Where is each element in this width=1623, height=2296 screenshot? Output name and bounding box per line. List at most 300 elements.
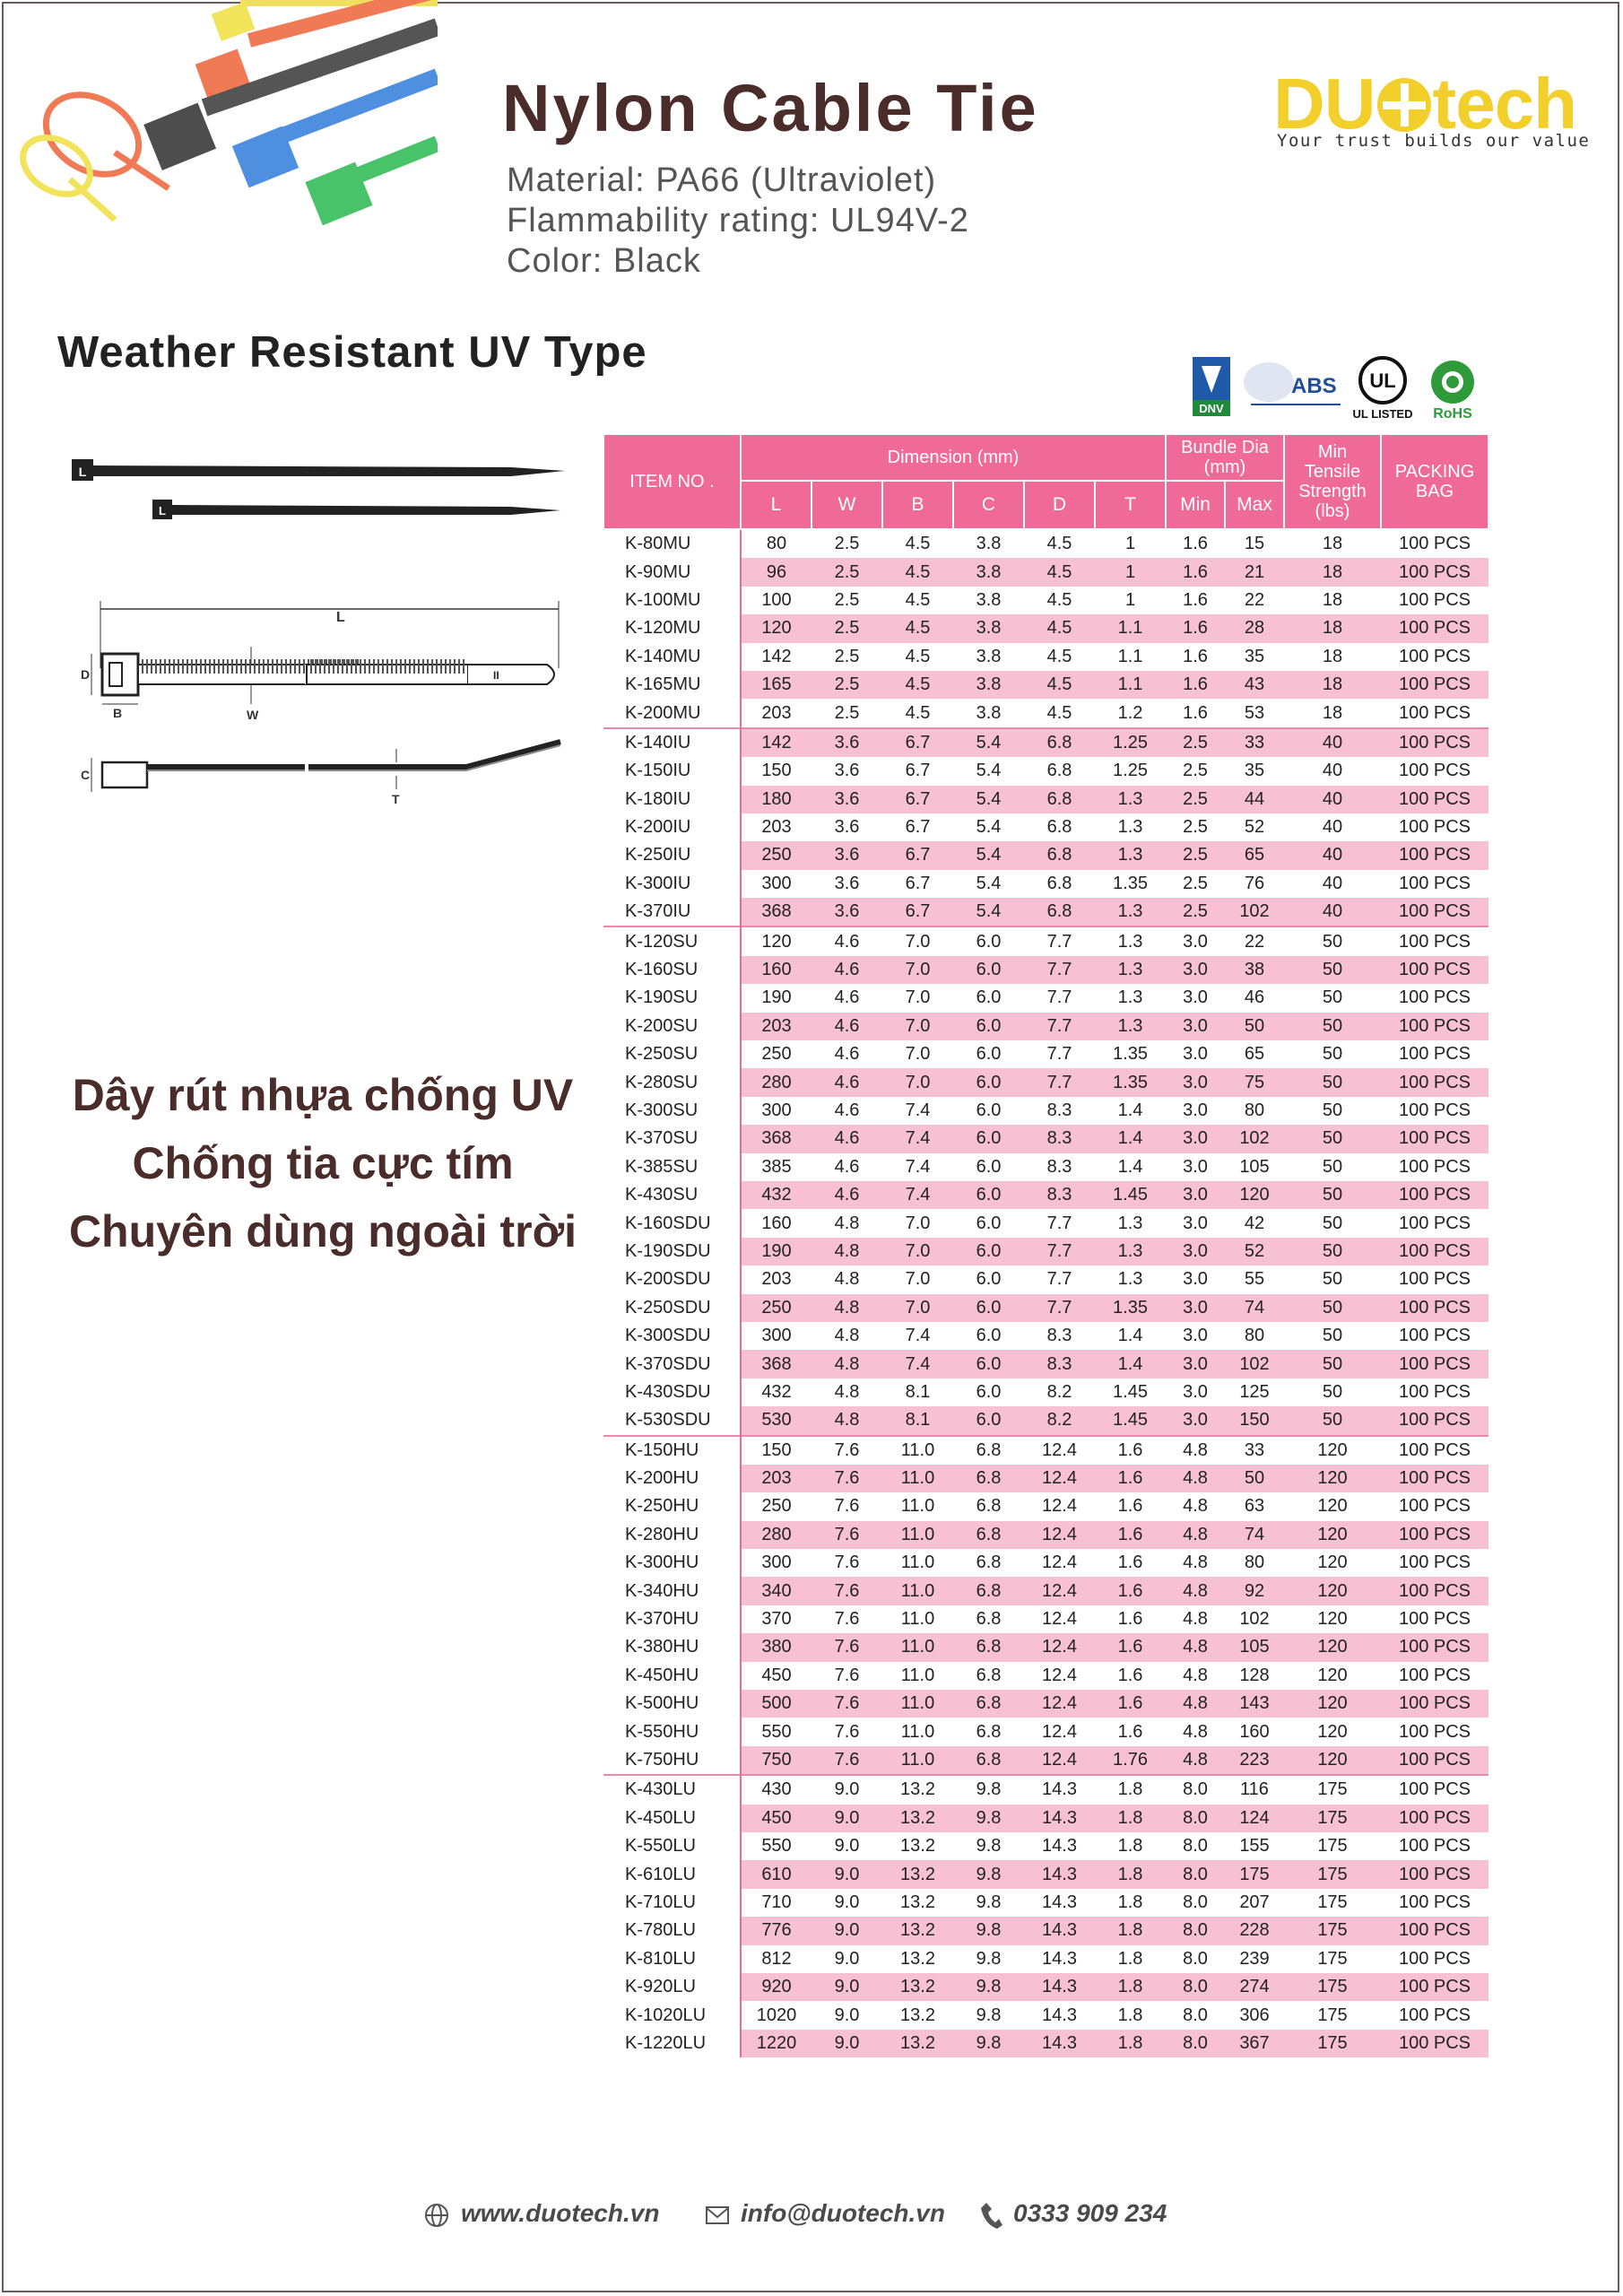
table-cell: 175 xyxy=(1284,1945,1381,1973)
table-cell: 3.6 xyxy=(812,898,882,926)
colored-cable-ties-image xyxy=(16,0,438,233)
table-cell: 203 xyxy=(741,813,812,841)
item-number-cell: K-90MU xyxy=(603,558,741,586)
table-cell: 4.5 xyxy=(882,587,953,614)
item-number-cell: K-920LU xyxy=(603,1973,741,2001)
table-cell: 100 PCS xyxy=(1381,1945,1488,1973)
table-cell: 100 PCS xyxy=(1381,786,1488,813)
table-cell: 4.6 xyxy=(812,1125,882,1152)
table-cell: 6.8 xyxy=(1024,728,1095,757)
table-cell: 1.6 xyxy=(1095,1521,1166,1549)
table-cell: 13.2 xyxy=(882,1860,953,1888)
table-cell: 46 xyxy=(1225,984,1284,1012)
table-cell: 100 PCS xyxy=(1381,1746,1488,1775)
table-cell: 53 xyxy=(1225,699,1284,727)
dim-label-T: T xyxy=(392,792,400,806)
item-number-cell: K-200SU xyxy=(603,1013,741,1040)
table-row xyxy=(603,1832,1488,1860)
table-cell: 100 PCS xyxy=(1381,643,1488,671)
certification-badges xyxy=(1193,355,1488,422)
photo-head-label: L xyxy=(78,465,87,479)
table-cell: 6.0 xyxy=(953,1068,1024,1096)
table-row xyxy=(603,587,1488,614)
table-cell: 6.8 xyxy=(1024,870,1095,898)
table-cell: 100 PCS xyxy=(1381,587,1488,614)
item-number-cell: K-80MU xyxy=(603,529,741,558)
table-row xyxy=(603,1040,1488,1068)
table-cell: 8.0 xyxy=(1166,1973,1225,2001)
table-cell: 100 PCS xyxy=(1381,1013,1488,1040)
table-cell: 63 xyxy=(1225,1492,1284,1520)
table-cell: 1.8 xyxy=(1095,2030,1166,2057)
table-cell: 4.5 xyxy=(1024,699,1095,727)
table-cell: 8.0 xyxy=(1166,2001,1225,2029)
table-cell: 5.4 xyxy=(953,841,1024,869)
table-cell: 120 xyxy=(1284,1718,1381,1745)
table-row xyxy=(603,699,1488,727)
table-row xyxy=(603,1294,1488,1322)
table-cell: 6.8 xyxy=(1024,813,1095,841)
ul-listed-badge-icon xyxy=(1353,358,1413,421)
table-cell: 28 xyxy=(1225,614,1284,642)
table-cell: 18 xyxy=(1284,699,1381,727)
table-cell: 40 xyxy=(1284,728,1381,757)
table-cell: 100 PCS xyxy=(1381,1917,1488,1944)
table-cell: 1.45 xyxy=(1095,1406,1166,1435)
dim-label-W: W xyxy=(247,708,259,722)
table-cell: 385 xyxy=(741,1153,812,1181)
table-cell: 100 PCS xyxy=(1381,2030,1488,2057)
table-cell: 35 xyxy=(1225,757,1284,785)
table-row xyxy=(603,1378,1488,1406)
table-cell: 14.3 xyxy=(1024,1917,1095,1944)
item-number-cell: K-120SU xyxy=(603,926,741,955)
table-cell: 9.0 xyxy=(812,1805,882,1832)
table-cell: 40 xyxy=(1284,898,1381,926)
table-cell: 7.0 xyxy=(882,1040,953,1068)
svg-text:UL: UL xyxy=(1369,370,1396,392)
table-cell: 22 xyxy=(1225,926,1284,955)
table-cell: 432 xyxy=(741,1378,812,1406)
table-cell: 8.0 xyxy=(1166,1889,1225,1917)
table-cell: 6.7 xyxy=(882,870,953,898)
table-cell: 4.8 xyxy=(1166,1605,1225,1633)
table-cell: 7.0 xyxy=(882,1209,953,1237)
item-number-cell: K-250HU xyxy=(603,1492,741,1520)
table-row xyxy=(603,1860,1488,1888)
item-number-cell: K-380HU xyxy=(603,1633,741,1661)
table-cell: 8.0 xyxy=(1166,1917,1225,1944)
table-cell: 7.0 xyxy=(882,1265,953,1293)
table-cell: 50 xyxy=(1284,956,1381,984)
table-cell: 203 xyxy=(741,1265,812,1293)
table-cell: 1.6 xyxy=(1095,1690,1166,1718)
table-cell: 3.0 xyxy=(1166,1209,1225,1237)
table-cell: 7.0 xyxy=(882,984,953,1012)
table-cell: 11.0 xyxy=(882,1718,953,1745)
website-text: www.duotech.vn xyxy=(461,2199,660,2227)
table-cell: 2.5 xyxy=(812,699,882,727)
table-cell: 4.8 xyxy=(1166,1436,1225,1465)
item-number-cell: K-190SU xyxy=(603,984,741,1012)
table-cell: 7.0 xyxy=(882,956,953,984)
table-cell: 142 xyxy=(741,728,812,757)
table-cell: 6.0 xyxy=(953,1238,1024,1265)
table-cell: 4.6 xyxy=(812,1153,882,1181)
table-cell: 65 xyxy=(1225,1040,1284,1068)
table-cell: 100 PCS xyxy=(1381,898,1488,926)
table-cell: 50 xyxy=(1284,1040,1381,1068)
table-row xyxy=(603,984,1488,1012)
table-cell: 120 xyxy=(1284,1633,1381,1661)
table-cell: 2.5 xyxy=(1166,786,1225,813)
table-cell: 5.4 xyxy=(953,898,1024,926)
header-tensile: Min Tensile Strength (lbs) xyxy=(1284,434,1381,529)
item-number-cell: K-750HU xyxy=(603,1746,741,1775)
table-cell: 9.0 xyxy=(812,1973,882,2001)
dim-label-B: B xyxy=(113,706,123,720)
table-cell: 175 xyxy=(1284,2001,1381,2029)
table-cell: 4.8 xyxy=(1166,1746,1225,1775)
table-cell: 100 PCS xyxy=(1381,1633,1488,1661)
table-cell: 2.5 xyxy=(1166,870,1225,898)
table-cell: 50 xyxy=(1284,1181,1381,1209)
table-cell: 280 xyxy=(741,1068,812,1096)
dim-label-C: C xyxy=(81,768,91,782)
table-row xyxy=(603,1265,1488,1293)
table-cell: 4.8 xyxy=(812,1350,882,1378)
item-number-cell: K-385SU xyxy=(603,1153,741,1181)
table-cell: 1.3 xyxy=(1095,1013,1166,1040)
table-cell: 18 xyxy=(1284,529,1381,558)
table-row xyxy=(603,1209,1488,1237)
table-cell: 120 xyxy=(1284,1465,1381,1492)
table-cell: 3.8 xyxy=(953,614,1024,642)
table-cell: 2.5 xyxy=(1166,898,1225,926)
table-cell: 550 xyxy=(741,1832,812,1860)
table-cell: 14.3 xyxy=(1024,1945,1095,1973)
table-cell: 6.0 xyxy=(953,1265,1024,1293)
table-cell: 4.8 xyxy=(812,1322,882,1350)
table-row xyxy=(603,558,1488,586)
table-cell: 6.8 xyxy=(953,1690,1024,1718)
table-cell: 7.4 xyxy=(882,1097,953,1125)
table-cell: 4.6 xyxy=(812,1097,882,1125)
table-cell: 12.4 xyxy=(1024,1690,1095,1718)
table-cell: 7.6 xyxy=(812,1633,882,1661)
table-cell: 120 xyxy=(1284,1746,1381,1775)
table-row xyxy=(603,841,1488,869)
table-cell: 4.5 xyxy=(882,558,953,586)
header-W: W xyxy=(812,481,882,529)
table-cell: 7.6 xyxy=(812,1521,882,1549)
table-cell: 55 xyxy=(1225,1265,1284,1293)
header-C: C xyxy=(953,481,1024,529)
table-cell: 5.4 xyxy=(953,870,1024,898)
table-cell: 8.3 xyxy=(1024,1125,1095,1152)
table-cell: 100 PCS xyxy=(1381,1436,1488,1465)
table-row xyxy=(603,1181,1488,1209)
table-cell: 274 xyxy=(1225,1973,1284,2001)
table-cell: 207 xyxy=(1225,1889,1284,1917)
table-cell: 100 PCS xyxy=(1381,1973,1488,2001)
table-row xyxy=(603,926,1488,955)
table-cell: 4.6 xyxy=(812,984,882,1012)
footer-phone[interactable] xyxy=(979,2199,1167,2230)
table-cell: 1.35 xyxy=(1095,1294,1166,1322)
table-cell: 40 xyxy=(1284,870,1381,898)
table-cell: 368 xyxy=(741,1125,812,1152)
table-cell: 812 xyxy=(741,1945,812,1973)
table-cell: 8.3 xyxy=(1024,1153,1095,1181)
table-cell: 3.8 xyxy=(953,587,1024,614)
table-cell: 12.4 xyxy=(1024,1718,1095,1745)
table-cell: 33 xyxy=(1225,1436,1284,1465)
table-cell: 530 xyxy=(741,1406,812,1435)
item-number-cell: K-100MU xyxy=(603,587,741,614)
table-cell: 4.5 xyxy=(1024,558,1095,586)
table-cell: 100 PCS xyxy=(1381,956,1488,984)
table-cell: 1.8 xyxy=(1095,1889,1166,1917)
table-row xyxy=(603,1492,1488,1520)
table-cell: 100 PCS xyxy=(1381,1662,1488,1690)
item-number-cell: K-200HU xyxy=(603,1465,741,1492)
table-row xyxy=(603,1577,1488,1605)
table-cell: 8.0 xyxy=(1166,1805,1225,1832)
table-row xyxy=(603,1917,1488,1944)
table-cell: 150 xyxy=(741,1436,812,1465)
table-cell: 11.0 xyxy=(882,1492,953,1520)
table-cell: 50 xyxy=(1225,1465,1284,1492)
table-cell: 50 xyxy=(1284,1378,1381,1406)
email-text: info@duotech.vn xyxy=(741,2199,945,2227)
item-number-cell: K-370IU xyxy=(603,898,741,926)
table-cell: 9.0 xyxy=(812,1945,882,1973)
table-cell: 175 xyxy=(1284,1917,1381,1944)
item-number-cell: K-200MU xyxy=(603,699,741,727)
item-number-cell: K-810LU xyxy=(603,1945,741,1973)
table-cell: 7.6 xyxy=(812,1436,882,1465)
footer-email[interactable] xyxy=(705,2199,945,2228)
table-cell: 7.7 xyxy=(1024,1294,1095,1322)
table-row xyxy=(603,1238,1488,1265)
table-cell: 14.3 xyxy=(1024,1775,1095,1804)
table-cell: 50 xyxy=(1284,1125,1381,1152)
logo-tagline: Your trust builds our value xyxy=(1277,131,1591,151)
table-cell: 368 xyxy=(741,1350,812,1378)
material-spec: Material: PA66 (Ultraviolet) xyxy=(507,161,937,199)
table-cell: 6.8 xyxy=(953,1465,1024,1492)
table-cell: 3.6 xyxy=(812,813,882,841)
table-cell: 100 PCS xyxy=(1381,699,1488,727)
table-cell: 340 xyxy=(741,1577,812,1605)
table-cell: 175 xyxy=(1284,1832,1381,1860)
table-cell: 50 xyxy=(1284,1209,1381,1237)
table-cell: 6.0 xyxy=(953,1378,1024,1406)
table-cell: 1.25 xyxy=(1095,728,1166,757)
header-L: L xyxy=(741,481,812,529)
table-cell: 9.0 xyxy=(812,1775,882,1804)
table-cell: 6.8 xyxy=(953,1633,1024,1661)
table-cell: 150 xyxy=(741,757,812,785)
table-cell: 6.8 xyxy=(953,1549,1024,1577)
table-cell: 6.7 xyxy=(882,728,953,757)
dnv-badge-icon xyxy=(1193,357,1230,416)
table-cell: 4.8 xyxy=(1166,1521,1225,1549)
table-cell: 9.0 xyxy=(812,1917,882,1944)
table-cell: 100 PCS xyxy=(1381,1832,1488,1860)
table-cell: 100 PCS xyxy=(1381,1860,1488,1888)
table-cell: 8.3 xyxy=(1024,1097,1095,1125)
item-number-cell: K-370SU xyxy=(603,1125,741,1152)
table-cell: 1.3 xyxy=(1095,956,1166,984)
cert-dnv: DNV xyxy=(1199,402,1224,415)
table-row xyxy=(603,671,1488,699)
phone-text: 0333 909 234 xyxy=(1013,2199,1167,2227)
page-title: Nylon Cable Tie xyxy=(502,71,1039,145)
table-row xyxy=(603,1775,1488,1804)
table-cell: 52 xyxy=(1225,1238,1284,1265)
table-cell: 102 xyxy=(1225,1350,1284,1378)
table-cell: 6.0 xyxy=(953,926,1024,955)
item-number-cell: K-370HU xyxy=(603,1605,741,1633)
table-cell: 18 xyxy=(1284,671,1381,699)
table-cell: 1.45 xyxy=(1095,1378,1166,1406)
table-cell: 124 xyxy=(1225,1805,1284,1832)
header-item-no: ITEM NO . xyxy=(603,434,741,529)
table-row xyxy=(603,1322,1488,1350)
table-cell: 190 xyxy=(741,984,812,1012)
table-row xyxy=(603,1746,1488,1775)
table-row xyxy=(603,898,1488,926)
item-number-cell: K-1020LU xyxy=(603,2001,741,2029)
item-number-cell: K-710LU xyxy=(603,1889,741,1917)
table-cell: 6.7 xyxy=(882,786,953,813)
table-cell: 12.4 xyxy=(1024,1549,1095,1577)
table-cell: 2.5 xyxy=(812,643,882,671)
table-cell: 14.3 xyxy=(1024,1805,1095,1832)
table-cell: 7.4 xyxy=(882,1153,953,1181)
table-cell: 2.5 xyxy=(812,587,882,614)
table-cell: 920 xyxy=(741,1973,812,2001)
table-cell: 11.0 xyxy=(882,1633,953,1661)
item-number-cell: K-430LU xyxy=(603,1775,741,1804)
table-cell: 6.7 xyxy=(882,841,953,869)
table-row xyxy=(603,1605,1488,1633)
table-cell: 50 xyxy=(1225,1013,1284,1040)
table-cell: 300 xyxy=(741,1322,812,1350)
table-cell: 142 xyxy=(741,643,812,671)
table-cell: 6.0 xyxy=(953,1153,1024,1181)
table-cell: 12.4 xyxy=(1024,1662,1095,1690)
table-cell: 100 PCS xyxy=(1381,1805,1488,1832)
table-row xyxy=(603,786,1488,813)
table-cell: 102 xyxy=(1225,1605,1284,1633)
table-cell: 7.7 xyxy=(1024,956,1095,984)
table-cell: 11.0 xyxy=(882,1549,953,1577)
table-cell: 776 xyxy=(741,1917,812,1944)
table-cell: 3.0 xyxy=(1166,956,1225,984)
table-cell: 1.6 xyxy=(1166,614,1225,642)
table-cell: 1.1 xyxy=(1095,671,1166,699)
table-cell: 1.6 xyxy=(1095,1718,1166,1745)
table-cell: 9.8 xyxy=(953,2030,1024,2057)
table-cell: 43 xyxy=(1225,671,1284,699)
rohs-badge-icon xyxy=(1431,361,1474,422)
table-cell: 100 PCS xyxy=(1381,757,1488,785)
table-cell: 40 xyxy=(1284,813,1381,841)
table-cell: 7.6 xyxy=(812,1465,882,1492)
table-cell: 100 PCS xyxy=(1381,728,1488,757)
header-packing: PACKING BAG xyxy=(1381,434,1488,529)
cert-abs: ABS xyxy=(1291,374,1337,398)
table-cell: 1.1 xyxy=(1095,643,1166,671)
table-cell: 76 xyxy=(1225,870,1284,898)
table-cell: 120 xyxy=(1284,1492,1381,1520)
table-cell: 13.2 xyxy=(882,2030,953,2057)
table-cell: 1.6 xyxy=(1095,1633,1166,1661)
table-cell: 96 xyxy=(741,558,812,586)
table-row xyxy=(603,1153,1488,1181)
table-row xyxy=(603,1125,1488,1152)
table-cell: 9.0 xyxy=(812,1832,882,1860)
table-cell: 1.35 xyxy=(1095,1068,1166,1096)
table-cell: 3.8 xyxy=(953,671,1024,699)
table-cell: 50 xyxy=(1284,1238,1381,1265)
item-number-cell: K-250IU xyxy=(603,841,741,869)
table-cell: 3.0 xyxy=(1166,1378,1225,1406)
table-cell: 7.7 xyxy=(1024,1013,1095,1040)
table-cell: 7.7 xyxy=(1024,1238,1095,1265)
dim-label-D: D xyxy=(81,667,91,682)
table-cell: 14.3 xyxy=(1024,1832,1095,1860)
table-cell: 9.0 xyxy=(812,2001,882,2029)
table-cell: 1.4 xyxy=(1095,1097,1166,1125)
table-cell: 175 xyxy=(1284,1973,1381,2001)
table-cell: 6.8 xyxy=(1024,786,1095,813)
table-cell: 4.8 xyxy=(1166,1549,1225,1577)
table-cell: 3.6 xyxy=(812,728,882,757)
spec-table xyxy=(603,433,1489,2057)
table-cell: 100 PCS xyxy=(1381,1238,1488,1265)
abs-badge-icon xyxy=(1244,362,1341,404)
table-cell: 4.8 xyxy=(812,1265,882,1293)
table-cell: 4.8 xyxy=(1166,1577,1225,1605)
color-spec: Color: Black xyxy=(507,242,701,280)
table-cell: 1.3 xyxy=(1095,898,1166,926)
table-cell: 203 xyxy=(741,1465,812,1492)
table-cell: 11.0 xyxy=(882,1521,953,1549)
header-T: T xyxy=(1095,481,1166,529)
table-cell: 120 xyxy=(1284,1521,1381,1549)
table-cell: 175 xyxy=(1284,1889,1381,1917)
table-cell: 120 xyxy=(1225,1181,1284,1209)
table-cell: 1.3 xyxy=(1095,1265,1166,1293)
cert-ul: UL LISTED xyxy=(1352,407,1413,421)
table-row xyxy=(603,1690,1488,1718)
table-cell: 2.5 xyxy=(1166,728,1225,757)
footer-website[interactable] xyxy=(423,2199,659,2229)
table-cell: 1020 xyxy=(741,2001,812,2029)
item-number-cell: K-120MU xyxy=(603,614,741,642)
table-cell: 1.4 xyxy=(1095,1125,1166,1152)
table-cell: 102 xyxy=(1225,898,1284,926)
table-cell: 50 xyxy=(1284,1097,1381,1125)
table-cell: 80 xyxy=(741,529,812,558)
table-cell: 9.8 xyxy=(953,1805,1024,1832)
item-number-cell: K-340HU xyxy=(603,1577,741,1605)
item-number-cell: K-450LU xyxy=(603,1805,741,1832)
